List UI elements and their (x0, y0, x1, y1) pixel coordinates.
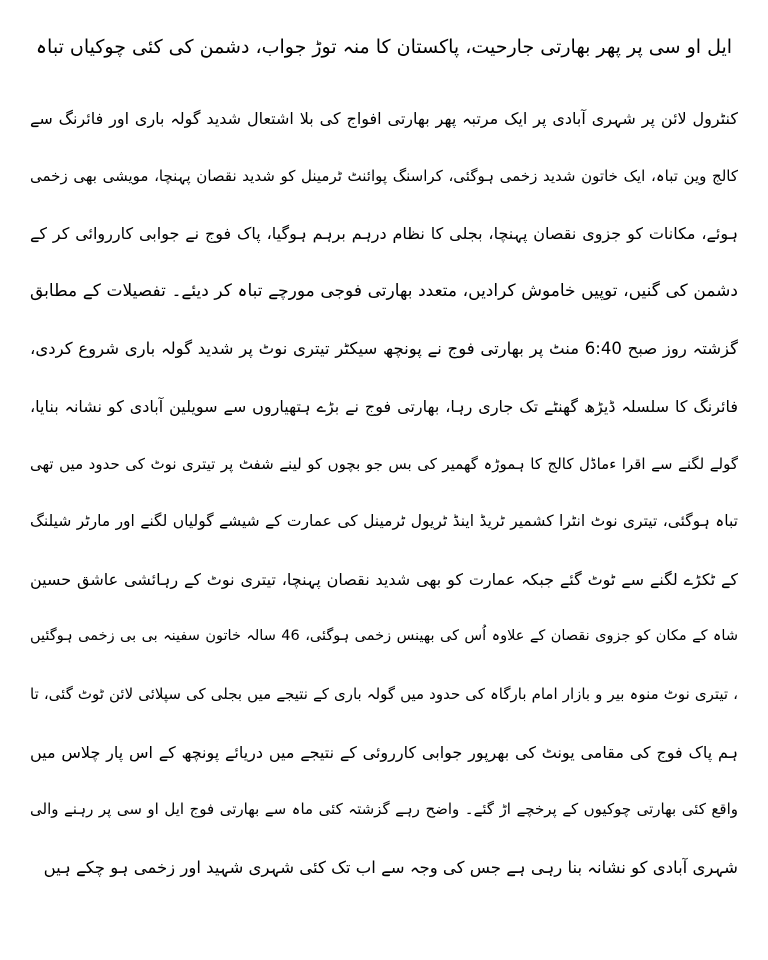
article-line: دشمن کی گنیں، توپیں خاموش کرادیں، متعدد بھارتی فوجی مورچے تباہ کر دیئے۔ تفصیلات کے مطابق (30, 280, 738, 301)
article-line: ، تیتری نوٹ منوہ بیر و بازار امام بارگاہ کی حدود میں گولہ باری کے نتیجے میں بجلی کی سپلائی لائن ٹوٹ گئی، تا (30, 684, 738, 703)
article-body (30, 90, 738, 896)
article-line: کالج وین تباہ، ایک خاتون شدید زخمی ہوگئی، کراسنگ پوائنٹ ٹرمینل کو شدید نقصان پہنچا، مویشی بھی زخمی (30, 166, 738, 185)
article-line: گزشتہ روز صبح 6:40 منٹ پر بھارتی فوج نے پونچھ سیکٹر تیتری نوٹ پر شدید گولہ باری شروع کردی، (30, 339, 738, 359)
article-line: کنٹرول لائن پر شہری آبادی پر ایک مرتبہ پھر بھارتی افواج کی بلا اشتعال شدید گولہ باری اور فائرنگ سے (30, 109, 738, 128)
article-line: شہری آبادی کو نشانہ بنا رہی ہے جس کی وجہ سے اب تک کئی شہری شہید اور زخمی ہو چکے ہیں (43, 857, 738, 877)
article-line: شاہ کے مکان کو جزوی نقصان کے علاوہ اُس کی بھینس زخمی ہوگئی، 46 سالہ خاتون سفینہ بی بی زخمی ہوگئیں (30, 628, 738, 645)
article-line: گولے لگنے سے اقرا ءماڈل کالج کا ہموڑہ گھمیر کی بس جو بچوں کو لینے شفٹ پر تیتری نوٹ کی حدود میں تھی (30, 454, 738, 473)
article-line: ہم پاک فوج کی مقامی یونٹ کی بھرپور جوابی کارروئی کے نتیجے میں دریائے پونچھ کے اس پار چلاس میں (30, 742, 738, 762)
article-line: ہوئے، مکانات کو جزوی نقصان پہنچا، بجلی کا نظام درہم برہم ہوگیا، پاک فوج نے جوابی کارروائی کر کے (30, 224, 738, 244)
article-line: کے ٹکڑے لگنے سے ٹوٹ گئے جبکہ عمارت کو بھی شدید نقصان پہنچا، تیتری نوٹ کے رہائشی عاشق حسین (30, 569, 738, 589)
article-line: تباہ ہوگئی، تیتری نوٹ انٹرا کشمیر ٹریڈ اینڈ ٹریول ٹرمینل کی عمارت کے شیشے گولیاں لگنے اور مارٹر شیلنگ (30, 512, 738, 531)
article-headline: ایل او سی پر پھر بھارتی جارحیت، پاکستان کا منہ توڑ جواب، دشمن کی کئی چوکیاں تباہ (35, 36, 733, 58)
article-line: واقع کئی بھارتی چوکیوں کے پرخچے اڑ گئے۔ واضح رہے گزشتہ کئی ماہ سے بھارتی فوج ایل او سی پر رہنے والی (30, 800, 738, 819)
article-line: فائرنگ کا سلسلہ ڈیڑھ گھنٹے تک جاری رہا، بھارتی فوج نے بڑے ہتھیاروں سے سویلین آبادی کو نشانہ بنایا، (30, 396, 738, 416)
